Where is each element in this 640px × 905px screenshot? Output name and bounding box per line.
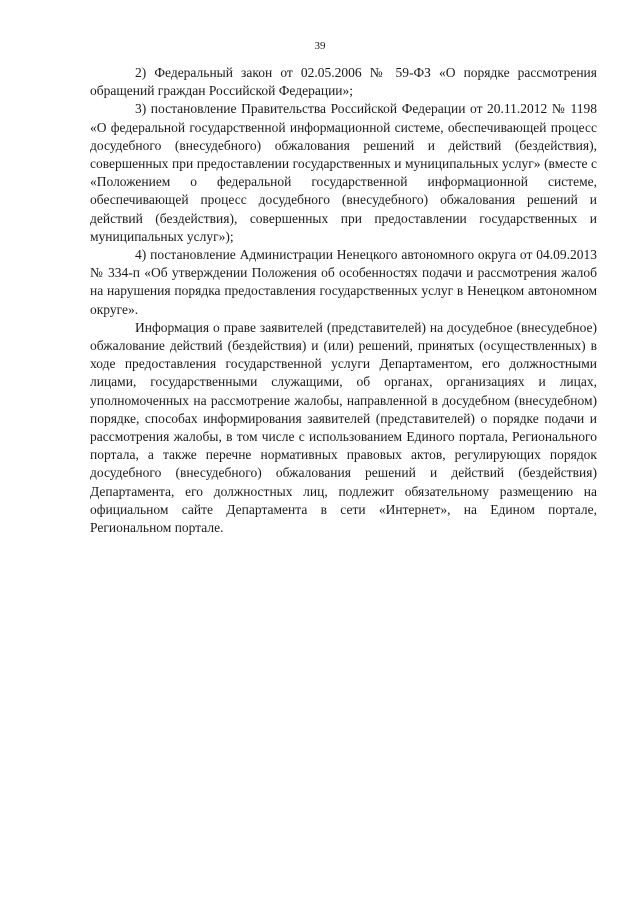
document-body [90, 64, 597, 537]
paragraph-administration-resolution-334: 4) постановление Администрации Ненецкого автономного округа от 04.09.2013 № 334-п «Об утверждении Положения об особенностях подачи и рассмотрения жалоб на нарушения порядка предоставления государственных услуг в Ненецком автономном округе». [90, 247, 597, 317]
paragraph-appeal-information: Информация о праве заявителей (представителей) на досудебное (внесудебное) обжалование действий (бездействия) и (или) решений, принятых (осуществленных) в ходе предоставления государственной услуги Департаментом, его должностными лицами, государственными служащими, об органах, организациях и лицах, уполномоченных на рассмотрение жалобы, направленной в досудебном (внесудебном) порядке, способах информирования заявителей (представителей) о порядке подачи и рассмотрения жалобы, в том числе с использованием Единого портала, Регионального портала, а также перечне нормативных правовых актов, регулирующих порядок досудебного (внесудебного) обжалования решений и действий (бездействия) Департамента, его должностных лиц, подлежит обязательному размещению на официальном сайте Департамента в сети «Интернет», на Едином портале, Региональном портале. [90, 319, 597, 536]
page-number: 39 [314, 40, 326, 52]
paragraph-federal-law-59: 2) Федеральный закон от 02.05.2006 № 59-ФЗ «О порядке рассмотрения обращений граждан Российской Федерации»; [90, 65, 597, 99]
paragraph-government-resolution-1198: 3) постановление Правительства Российской Федерации от 20.11.2012 № 1198 «О федеральной государственной информационной системе, обеспечивающей процесс досудебного (внесудебного) обжалования решений и действий (бездействия), совершенных при предоставлении государственных и муниципальных услуг» (вместе с «Положением о федеральной государственной информационной системе, обеспечивающей процесс досудебного (внесудебного) обжалования решений и действий (бездействия), совершенных при предоставлении государственных и муниципальных услуг»); [90, 101, 597, 244]
